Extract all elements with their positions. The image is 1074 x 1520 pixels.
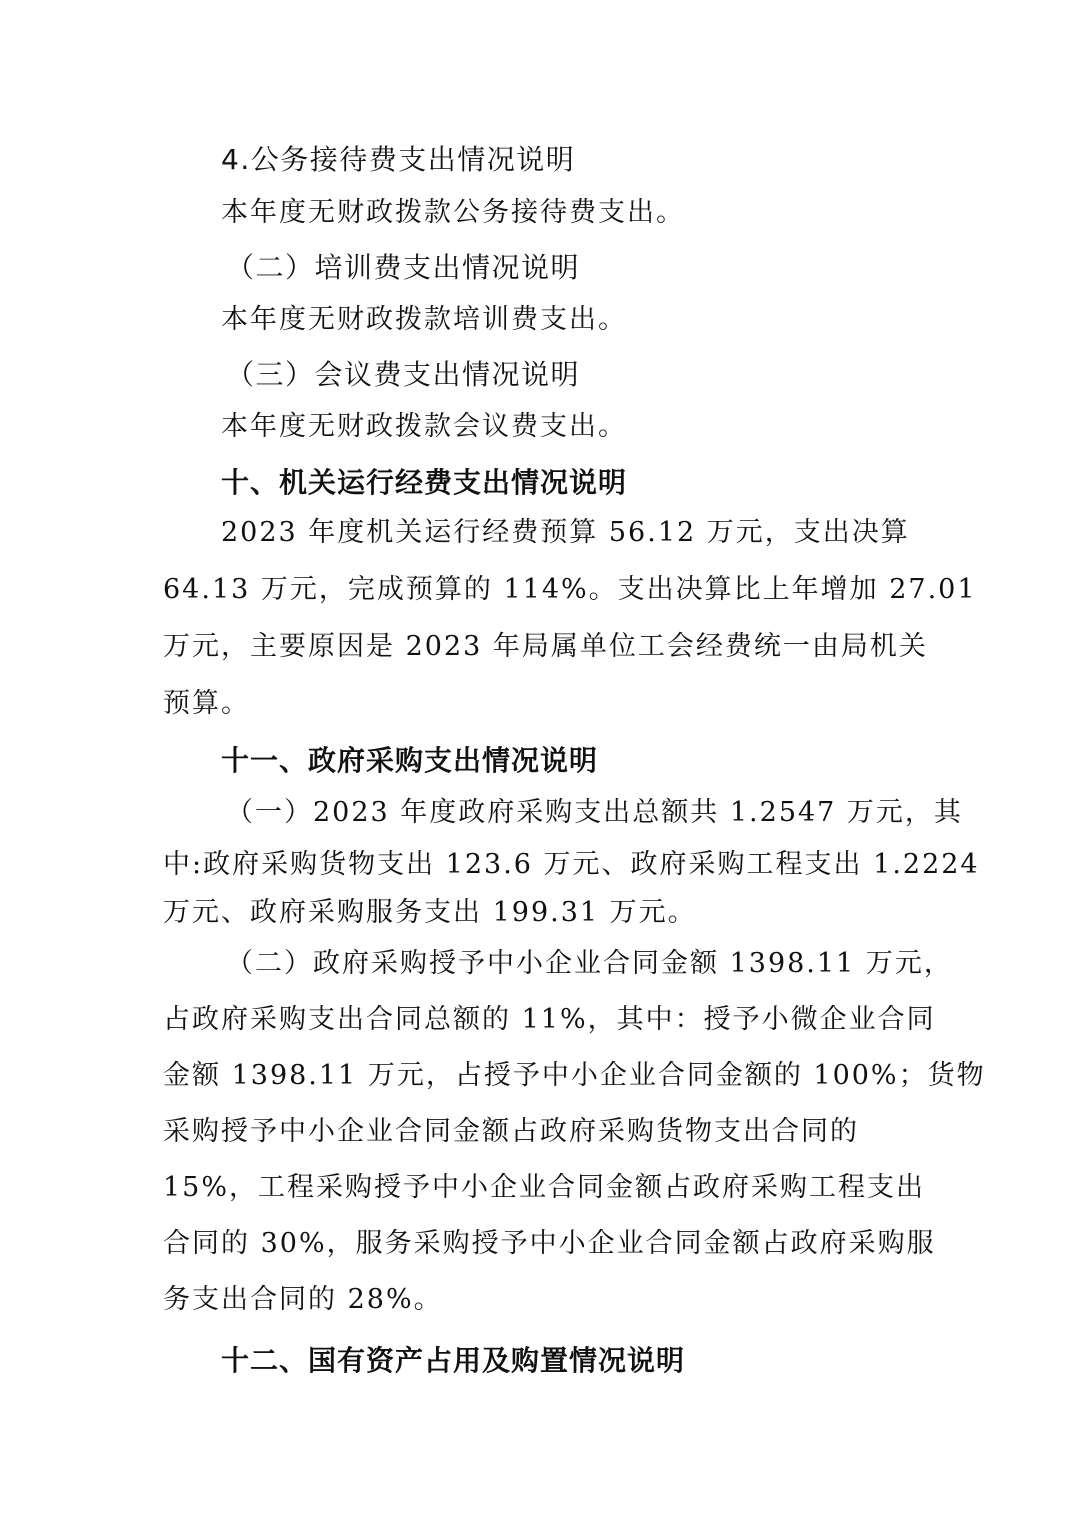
paragraph-line: 2023 年度机关运行经费预算 56.12 万元，支出决算: [221, 517, 910, 548]
paragraph-line: 金额 1398.11 万元，占授予中小企业合同金额的 100%；货物: [163, 1060, 986, 1091]
paragraph-line: 预算。: [163, 688, 250, 719]
paragraph-line: 本年度无财政拨款公务接待费支出。: [221, 197, 685, 228]
section-heading: 十、机关运行经费支出情况说明: [221, 466, 628, 499]
paragraph-line: 采购授予中小企业合同金额占政府采购货物支出合同的: [163, 1116, 859, 1147]
paragraph-line: 万元，主要原因是 2023 年局属单位工会经费统一由局机关: [163, 631, 928, 662]
paragraph-line: 本年度无财政拨款会议费支出。: [221, 411, 627, 442]
paragraph-line: 合同的 30%，服务采购授予中小企业合同金额占政府采购服: [163, 1228, 936, 1259]
section-heading: 4.公务接待费支出情况说明: [221, 143, 576, 176]
paragraph-line: 中:政府采购货物支出 123.6 万元、政府采购工程支出 1.2224: [163, 849, 980, 880]
paragraph-line: 本年度无财政拨款培训费支出。: [221, 304, 627, 335]
section-heading: 十二、国有资产占用及购置情况说明: [221, 1344, 686, 1377]
section-heading: 十一、政府采购支出情况说明: [221, 744, 599, 777]
paragraph-line: 占政府采购支出合同总额的 11%，其中：授予小微企业合同: [163, 1004, 936, 1035]
paragraph-line: （二）政府采购授予中小企业合同金额 1398.11 万元，: [226, 948, 953, 979]
paragraph-line: 务支出合同的 28%。: [163, 1284, 443, 1315]
paragraph-line: 64.13 万元，完成预算的 114%。支出决算比上年增加 27.01: [163, 574, 977, 605]
section-heading: （三）会议费支出情况说明: [226, 358, 581, 391]
section-heading: （二）培训费支出情况说明: [226, 251, 581, 284]
paragraph-line: （一）2023 年度政府采购支出总额共 1.2547 万元，其: [226, 797, 963, 828]
paragraph-line: 15%，工程采购授予中小企业合同金额占政府采购工程支出: [163, 1172, 926, 1203]
paragraph-line: 万元、政府采购服务支出 199.31 万元。: [163, 897, 697, 928]
